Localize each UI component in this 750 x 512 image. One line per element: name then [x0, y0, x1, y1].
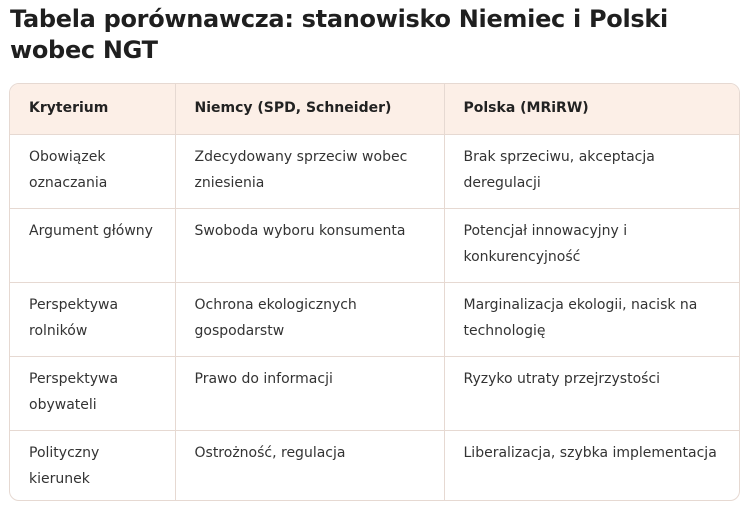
cell-criterion: Polityczny kierunek — [10, 430, 175, 501]
cell-poland: Potencjał innowacyjny i konkurencyjność — [444, 208, 739, 282]
cell-germany: Zdecydowany sprzeciw wobec zniesienia — [175, 134, 444, 208]
page-title: Tabela porównawcza: stanowisko Niemiec i Polski wobec NGT — [10, 5, 668, 64]
cell-criterion: Perspektywa obywateli — [10, 356, 175, 430]
table-header-row — [10, 84, 739, 134]
table-row — [10, 134, 739, 208]
table-row — [10, 430, 739, 501]
table-row — [10, 282, 739, 356]
cell-criterion: Obowiązek oznaczania — [10, 134, 175, 208]
header-poland: Polska (MRiRW) — [444, 84, 739, 134]
cell-germany: Prawo do informacji — [175, 356, 444, 430]
cell-criterion: Perspektywa rolników — [10, 282, 175, 356]
cell-germany: Ochrona ekologicznych gospodarstw — [175, 282, 444, 356]
cell-germany: Ostrożność, regulacja — [175, 430, 444, 501]
cell-poland: Brak sprzeciwu, akceptacja deregulacji — [444, 134, 739, 208]
comparison-table — [9, 83, 740, 501]
cell-poland: Marginalizacja ekologii, nacisk na technologię — [444, 282, 739, 356]
cell-criterion: Argument główny — [10, 208, 175, 282]
header-criterion: Kryterium — [10, 84, 175, 134]
header-germany: Niemcy (SPD, Schneider) — [175, 84, 444, 134]
cell-poland: Ryzyko utraty przejrzystości — [444, 356, 739, 430]
table-row — [10, 356, 739, 430]
table-row — [10, 208, 739, 282]
cell-poland: Liberalizacja, szybka implementacja — [463, 444, 717, 461]
cell-germany: Swoboda wyboru konsumenta — [175, 208, 444, 282]
